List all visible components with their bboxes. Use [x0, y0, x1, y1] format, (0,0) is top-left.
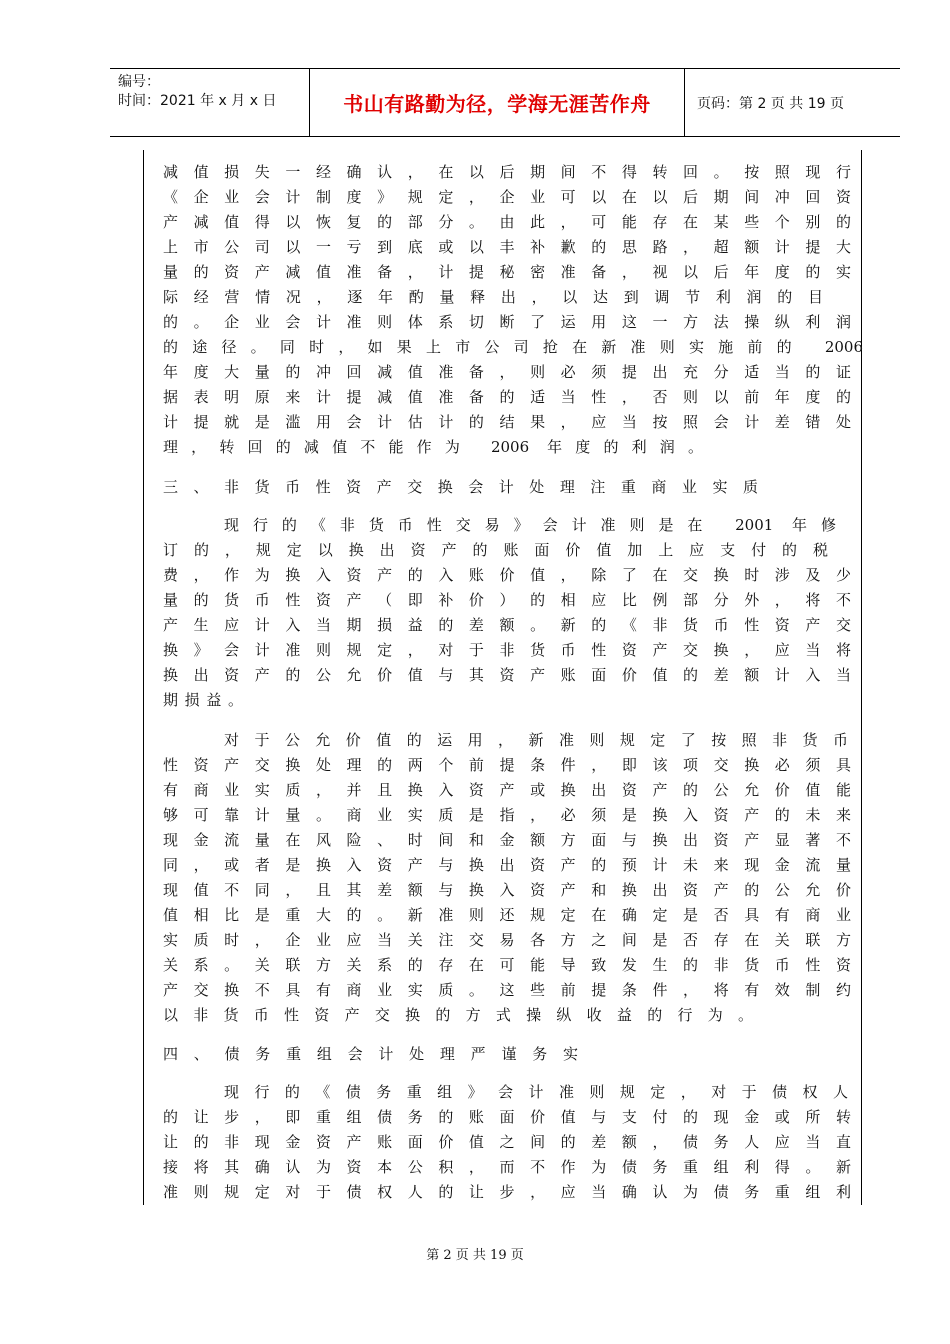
body-line: 际经营情况，逐年酌量释出，以达到调节利润的目 [163, 288, 823, 306]
body-line: 《企业会计制度》规定，企业可以在以后期间冲回资 [163, 188, 851, 206]
body-line: 费，作为换入资产的入账价值，除了在交换时涉及少 [163, 566, 851, 584]
body-line: 量的货币性资产（即补价）的相应比例部分外，将不 [163, 591, 851, 609]
body-line: 有商业实质，并且换入资产或换出资产的公允价值能 [163, 781, 851, 799]
document-number-label: 编号： [118, 74, 160, 90]
body-line: 的途径。同时，如果上市公司抢在新准则实施前的 2006 [163, 338, 863, 356]
body-line: 量的资产减值准备，计提秘密准备，视以后年度的实 [163, 263, 851, 281]
body-line: 以非货币性资产交换的方式操纵收益的行为。 [163, 1006, 753, 1024]
body-line: 接将其确认为资本公积，而不作为债务重组利得。新 [163, 1158, 851, 1176]
body-line: 准则规定对于债权人的让步，应当确认为债务重组利 [163, 1183, 851, 1201]
body-line: 的。企业会计准则体系切断了运用这一方法操纵利润 [163, 313, 851, 331]
body-line: 够可靠计量。商业实质是指，必须是换入资产的未来 [163, 806, 851, 824]
document-time-label: 时间：2021 年 x 月 x 日 [118, 93, 277, 109]
header-page-number: 页码：第 2 页 共 19 页 [697, 95, 844, 112]
body-line: 换出资产的公允价值与其资产账面价值的差额计入当 [163, 666, 851, 684]
body-line: 实质时，企业应当关注交易各方之间是否存在关联方 [163, 931, 851, 949]
body-line: 订的，规定以换出资产的账面价值加上应支付的税 [163, 541, 828, 559]
page-footer: 第 2 页 共 19 页 [426, 1248, 524, 1263]
body-line: 现值不同，且其差额与换入资产和换出资产的公允价 [163, 881, 851, 899]
body-line: 换》会计准则规定，对于非货币性资产交换，应当将 [163, 641, 851, 659]
body-line: 性资产交换处理的两个前提条件，即该项交换必须具 [163, 756, 851, 774]
body-line: 产生应计入当期损益的差额。新的《非货币性资产交 [163, 616, 851, 634]
body-line: 让的非现金资产账面价值之间的差额，债务人应当直 [163, 1133, 851, 1151]
body-line: 关系。关联方关系的存在可能导致发生的非货币性资 [163, 956, 851, 974]
section-heading: 三、非货币性资产交换会计处理注重商业实质 [163, 478, 758, 496]
body-line: 现行的《债务重组》会计准则规定，对于债权人 [224, 1083, 848, 1101]
body-line: 产交换不具有商业实质。这些前提条件，将有效制约 [163, 981, 851, 999]
body-line: 现行的《非货币性交易》会计准则是在 2001 年修 [224, 516, 836, 534]
body-line: 期损益。 [163, 691, 243, 709]
body-line: 值相比是重大的。新准则还规定在确定是否具有商业 [163, 906, 851, 924]
body-line: 产减值得以恢复的部分。由此，可能存在某些个别的 [163, 213, 851, 231]
body-line: 同，或者是换入资产与换出资产的预计未来现金流量 [163, 856, 851, 874]
header-meta [110, 69, 310, 136]
body-line: 计提就是滥用会计估计的结果，应当按照会计差错处 [163, 413, 851, 431]
body-line: 年度大量的冲回减值准备，则必须提出充分适当的证 [163, 363, 851, 381]
body-line: 的让步，即重组债务的账面价值与支付的现金或所转 [163, 1108, 851, 1126]
body-line: 减值损失一经确认，在以后期间不得转回。按照现行 [163, 163, 851, 181]
section-heading: 四、债务重组会计处理严谨务实 [163, 1045, 578, 1063]
header-motto: 书山有路勤为径，学海无涯苦作舟 [310, 69, 685, 136]
body-line: 现金流量在风险、时间和金额方面与换出资产显著不 [163, 831, 851, 849]
body-line: 上市公司以一亏到底或以丰补歉的思路，超额计提大 [163, 238, 851, 256]
page-header [110, 68, 900, 137]
body-line: 据表明原来计提减值准备的适当性，否则以前年度的 [163, 388, 851, 406]
body-line: 理，转回的减值不能作为 2006 年度的利润。 [163, 438, 703, 456]
body-line: 对于公允价值的运用，新准则规定了按照非货币 [224, 731, 848, 749]
